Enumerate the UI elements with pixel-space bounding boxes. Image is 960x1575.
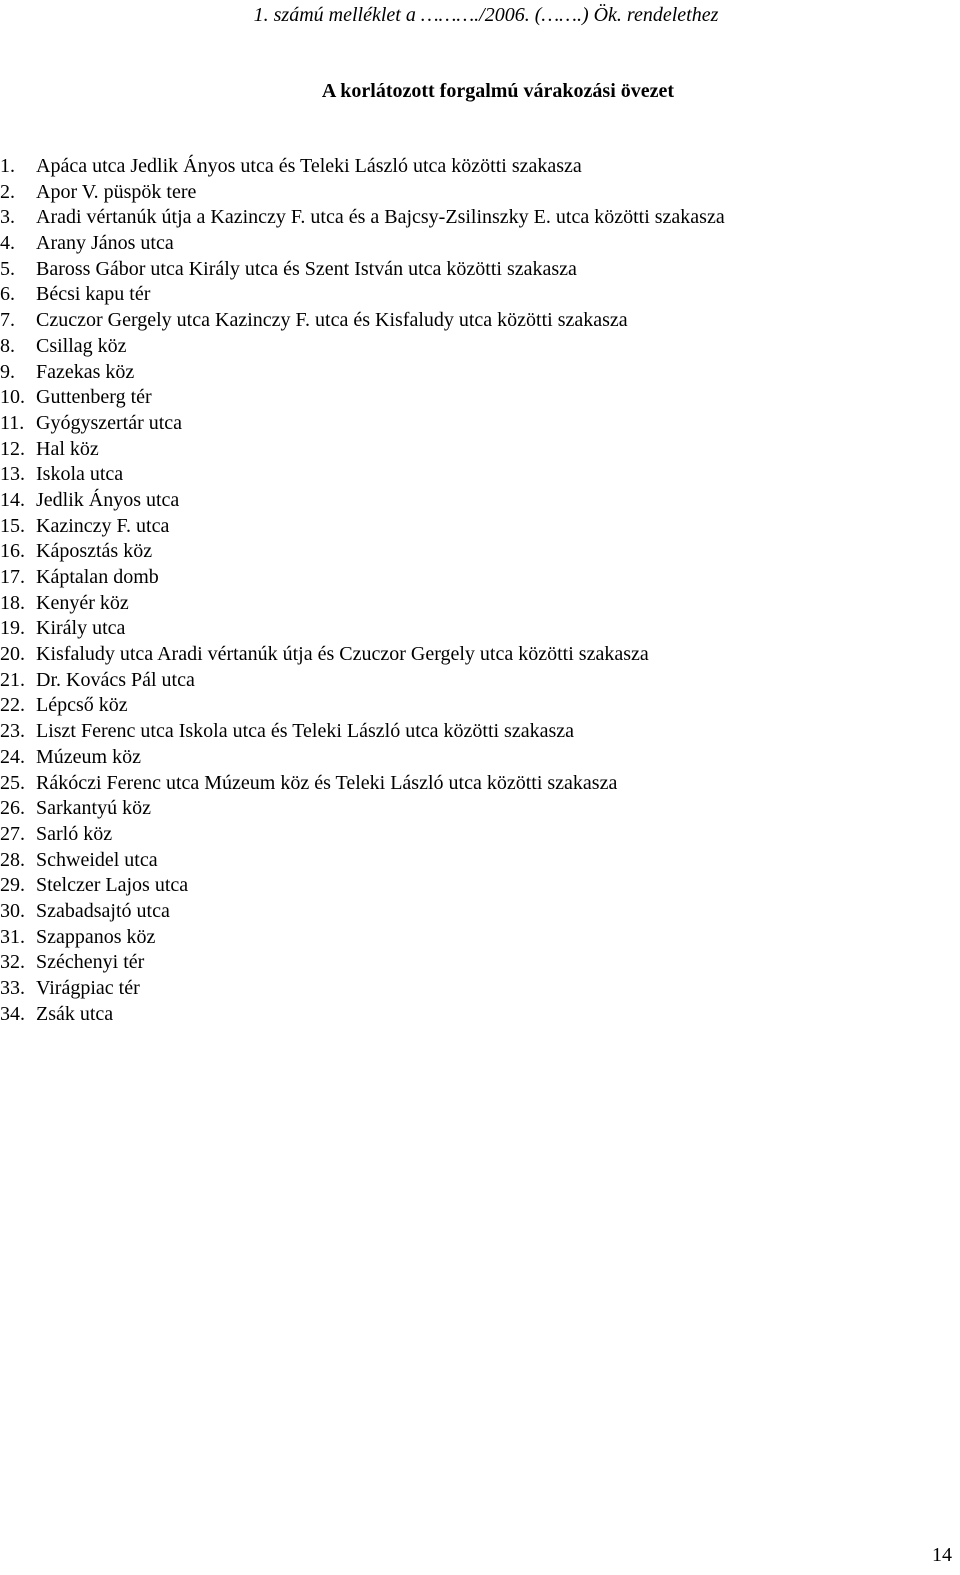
list-item-number: 4. — [0, 232, 15, 255]
list-item-number: 14. — [0, 488, 25, 511]
list-item-number: 5. — [0, 257, 15, 280]
list-item — [0, 360, 725, 386]
list-item-text: Jedlik Ányos utca — [36, 488, 180, 511]
list-item — [0, 514, 725, 540]
list-item-number: 8. — [0, 334, 15, 357]
list-item-number: 24. — [0, 745, 25, 768]
list-item — [0, 668, 725, 694]
list-item-number: 10. — [0, 386, 25, 409]
list-item-number: 33. — [0, 977, 25, 999]
list-item — [0, 257, 725, 283]
list-item-text: Csillag köz — [36, 334, 127, 357]
list-item-text: Múzeum köz — [36, 745, 141, 768]
list-item — [0, 282, 725, 308]
list-item — [0, 437, 725, 463]
list-item-number: 19. — [0, 617, 25, 640]
list-item — [0, 154, 725, 180]
list-item-text: Schweidel utca — [36, 848, 158, 871]
list-item-text: Czuczor Gergely utca Kazinczy F. utca és Kisfaludy utca közötti szakasza — [36, 309, 628, 332]
list-item-text: Zsák utca — [36, 1002, 114, 1025]
list-item — [0, 642, 725, 668]
list-item-text: Apáca utca Jedlik Ányos utca és Teleki László utca közötti szakasza — [36, 155, 582, 177]
list-item-text: Szappanos köz — [36, 925, 156, 948]
list-item — [0, 385, 725, 411]
list-item — [0, 591, 725, 617]
list-item-text: Káposztás köz — [36, 540, 153, 563]
list-item — [0, 1002, 725, 1028]
list-item — [0, 950, 725, 976]
list-item-number: 3. — [0, 206, 15, 229]
list-item-text: Virágpiac tér — [36, 977, 140, 999]
list-item — [0, 899, 725, 925]
list-item-text: Kenyér köz — [36, 591, 129, 614]
list-item — [0, 976, 725, 1002]
list-item — [0, 719, 725, 745]
list-item-number: 32. — [0, 951, 25, 974]
list-item-text: Dr. Kovács Pál utca — [36, 668, 195, 691]
list-item-number: 1. — [0, 155, 15, 177]
list-item-text: Széchenyi tér — [36, 951, 145, 974]
list-item-number: 2. — [0, 180, 15, 203]
page-number: 14 — [932, 1544, 952, 1566]
list-item-text: Bécsi kapu tér — [36, 283, 151, 306]
list-item — [0, 334, 725, 360]
list-item-number: 6. — [0, 283, 15, 306]
list-item-text: Apor V. püspök tere — [36, 180, 197, 203]
list-item — [0, 180, 725, 206]
list-item-text: Stelczer Lajos utca — [36, 874, 189, 897]
list-item-number: 18. — [0, 591, 25, 614]
list-item — [0, 873, 725, 899]
list-item-number: 11. — [0, 411, 25, 434]
list-item-text: Király utca — [36, 617, 126, 640]
list-item-number: 34. — [0, 1002, 25, 1025]
list-item — [0, 231, 725, 257]
list-item-number: 13. — [0, 463, 25, 486]
list-item-number: 25. — [0, 771, 25, 794]
list-item — [0, 462, 725, 488]
list-item — [0, 411, 725, 437]
list-item-number: 21. — [0, 668, 25, 691]
document-title: A korlátozott forgalmú várakozási övezet — [321, 80, 675, 102]
list-item-number: 7. — [0, 309, 15, 332]
list-item-number: 9. — [0, 360, 15, 383]
list-item — [0, 745, 725, 771]
list-item — [0, 488, 725, 514]
list-item-number: 31. — [0, 925, 25, 948]
list-item — [0, 848, 725, 874]
list-item — [0, 771, 725, 797]
list-item-text: Kisfaludy utca Aradi vértanúk útja és Czuczor Gergely utca közötti szakasza — [36, 643, 649, 666]
list-item — [0, 308, 725, 334]
list-item — [0, 205, 725, 231]
list-item-number: 30. — [0, 899, 25, 922]
list-item-number: 12. — [0, 437, 25, 460]
street-list — [0, 154, 725, 1027]
list-item — [0, 822, 725, 848]
list-item-number: 22. — [0, 694, 25, 717]
list-item-number: 23. — [0, 720, 25, 743]
list-item-number: 16. — [0, 540, 25, 563]
list-item-text: Rákóczi Ferenc utca Múzeum köz és Teleki László utca közötti szakasza — [36, 771, 618, 794]
list-item-text: Sarkantyú köz — [36, 797, 151, 820]
list-item-text: Kazinczy F. utca — [36, 514, 170, 537]
list-item-text: Arany János utca — [36, 232, 174, 255]
list-item-text: Gyógyszertár utca — [36, 411, 183, 434]
list-item-text: Guttenberg tér — [36, 386, 152, 409]
list-item-text: Liszt Ferenc utca Iskola utca és Teleki László utca közötti szakasza — [36, 720, 575, 743]
list-item — [0, 693, 725, 719]
list-item — [0, 539, 725, 565]
list-item-text: Sarló köz — [36, 822, 113, 845]
list-item-text: Fazekas köz — [36, 360, 135, 383]
list-item — [0, 925, 725, 951]
list-item-number: 28. — [0, 848, 25, 871]
list-item-text: Aradi vértanúk útja a Kazinczy F. utca és a Bajcsy-Zsilinszky E. utca közötti szakasza — [36, 206, 725, 229]
list-item-number: 26. — [0, 797, 25, 820]
list-item-number: 27. — [0, 822, 25, 845]
list-item-text: Baross Gábor utca Király utca és Szent István utca közötti szakasza — [36, 257, 577, 280]
list-item-text: Lépcső köz — [36, 694, 128, 717]
list-item-text: Szabadsajtó utca — [36, 899, 170, 922]
list-item-number: 17. — [0, 566, 25, 588]
list-item-text: Hal köz — [36, 437, 99, 460]
list-item-number: 29. — [0, 874, 25, 897]
list-item — [0, 796, 725, 822]
annex-header: 1. számú melléklet a ………./2006. (…….) Ök. rendelethez — [253, 4, 719, 26]
list-item — [0, 616, 725, 642]
list-item-number: 15. — [0, 514, 25, 537]
list-item-text: Iskola utca — [36, 463, 124, 486]
list-item — [0, 565, 725, 591]
list-item-number: 20. — [0, 643, 25, 666]
list-item-text: Káptalan domb — [36, 566, 159, 588]
